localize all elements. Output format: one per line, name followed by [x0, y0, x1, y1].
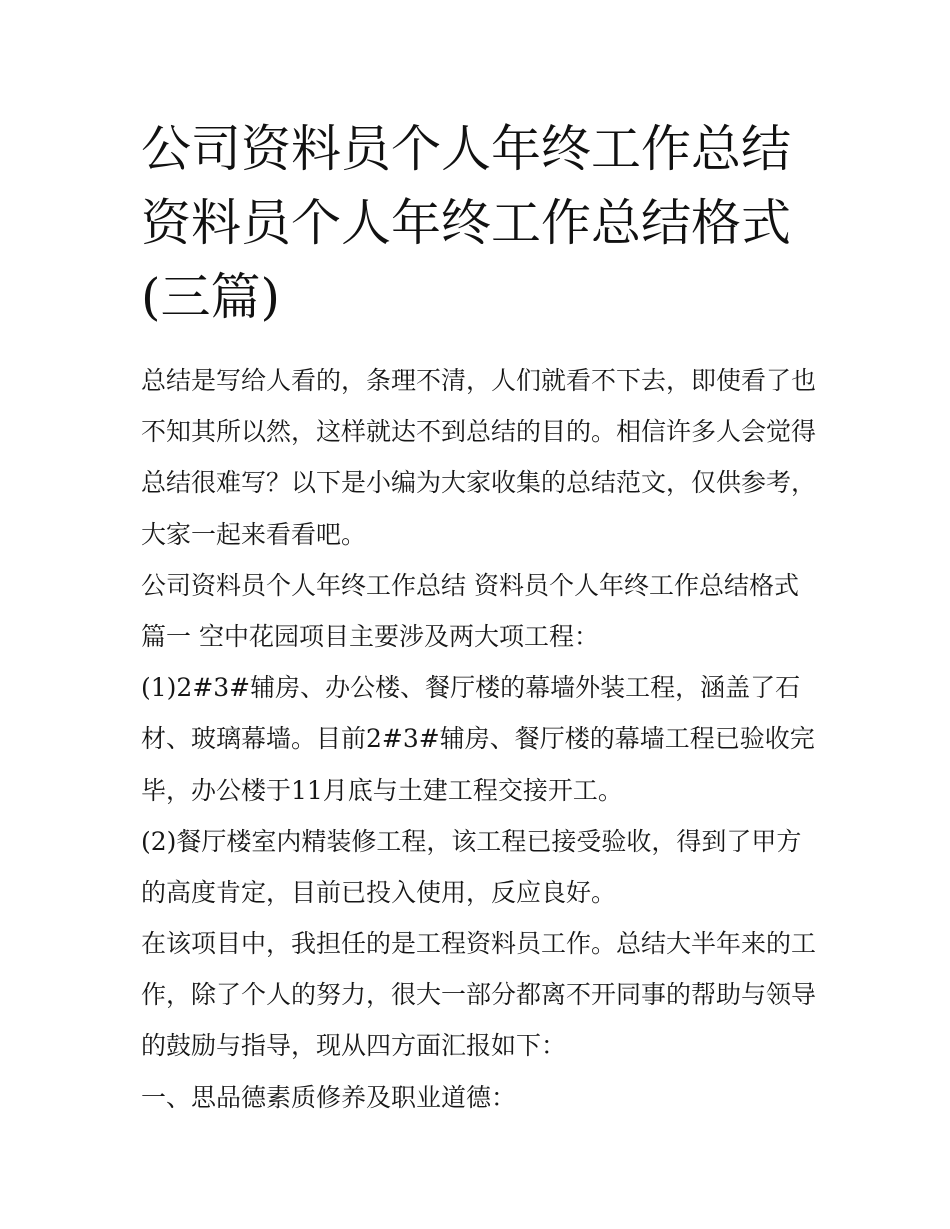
body-line: 总结很难写？以下是小编为大家收集的总结范文，仅供参考，	[141, 468, 817, 498]
document-title: 公司资料员个人年终工作总结资料员个人年终工作总结格式(三篇)	[141, 120, 791, 326]
body-line: 的鼓励与指导，现从四方面汇报如下：	[141, 1031, 567, 1061]
body-line: 一、思品德素质修养及职业道德：	[141, 1082, 517, 1112]
body-line: 在该项目中，我担任的是工程资料员工作。总结大半年来的工	[141, 929, 817, 959]
body-line: 的高度肯定，目前已投入使用，反应良好。	[141, 877, 617, 907]
body-line: 不知其所以然，这样就达不到总结的目的。相信许多人会觉得	[141, 417, 817, 447]
document-body	[141, 355, 821, 1123]
body-line: 篇一 空中花园项目主要涉及两大项工程：	[141, 621, 599, 651]
body-line: 材、玻璃幕墙。目前2#3#辅房、餐厅楼的幕墙工程已验收完	[141, 724, 815, 754]
body-line: 总结是写给人看的，条理不清，人们就看不下去，即使看了也	[141, 366, 817, 395]
body-line: 作，除了个人的努力，很大一部分都离不开同事的帮助与领导	[141, 980, 817, 1010]
body-line: 大家一起来看看吧。	[141, 519, 367, 549]
body-line: (1)2#3#辅房、办公楼、餐厅楼的幕墙外装工程，涵盖了石	[141, 673, 801, 703]
body-line: 毕，办公楼于11月底与土建工程交接开工。	[141, 775, 623, 805]
body-line: 公司资料员个人年终工作总结 资料员个人年终工作总结格式	[141, 570, 799, 600]
body-line: (2)餐厅楼室内精装修工程，该工程已接受验收，得到了甲方	[141, 826, 802, 856]
